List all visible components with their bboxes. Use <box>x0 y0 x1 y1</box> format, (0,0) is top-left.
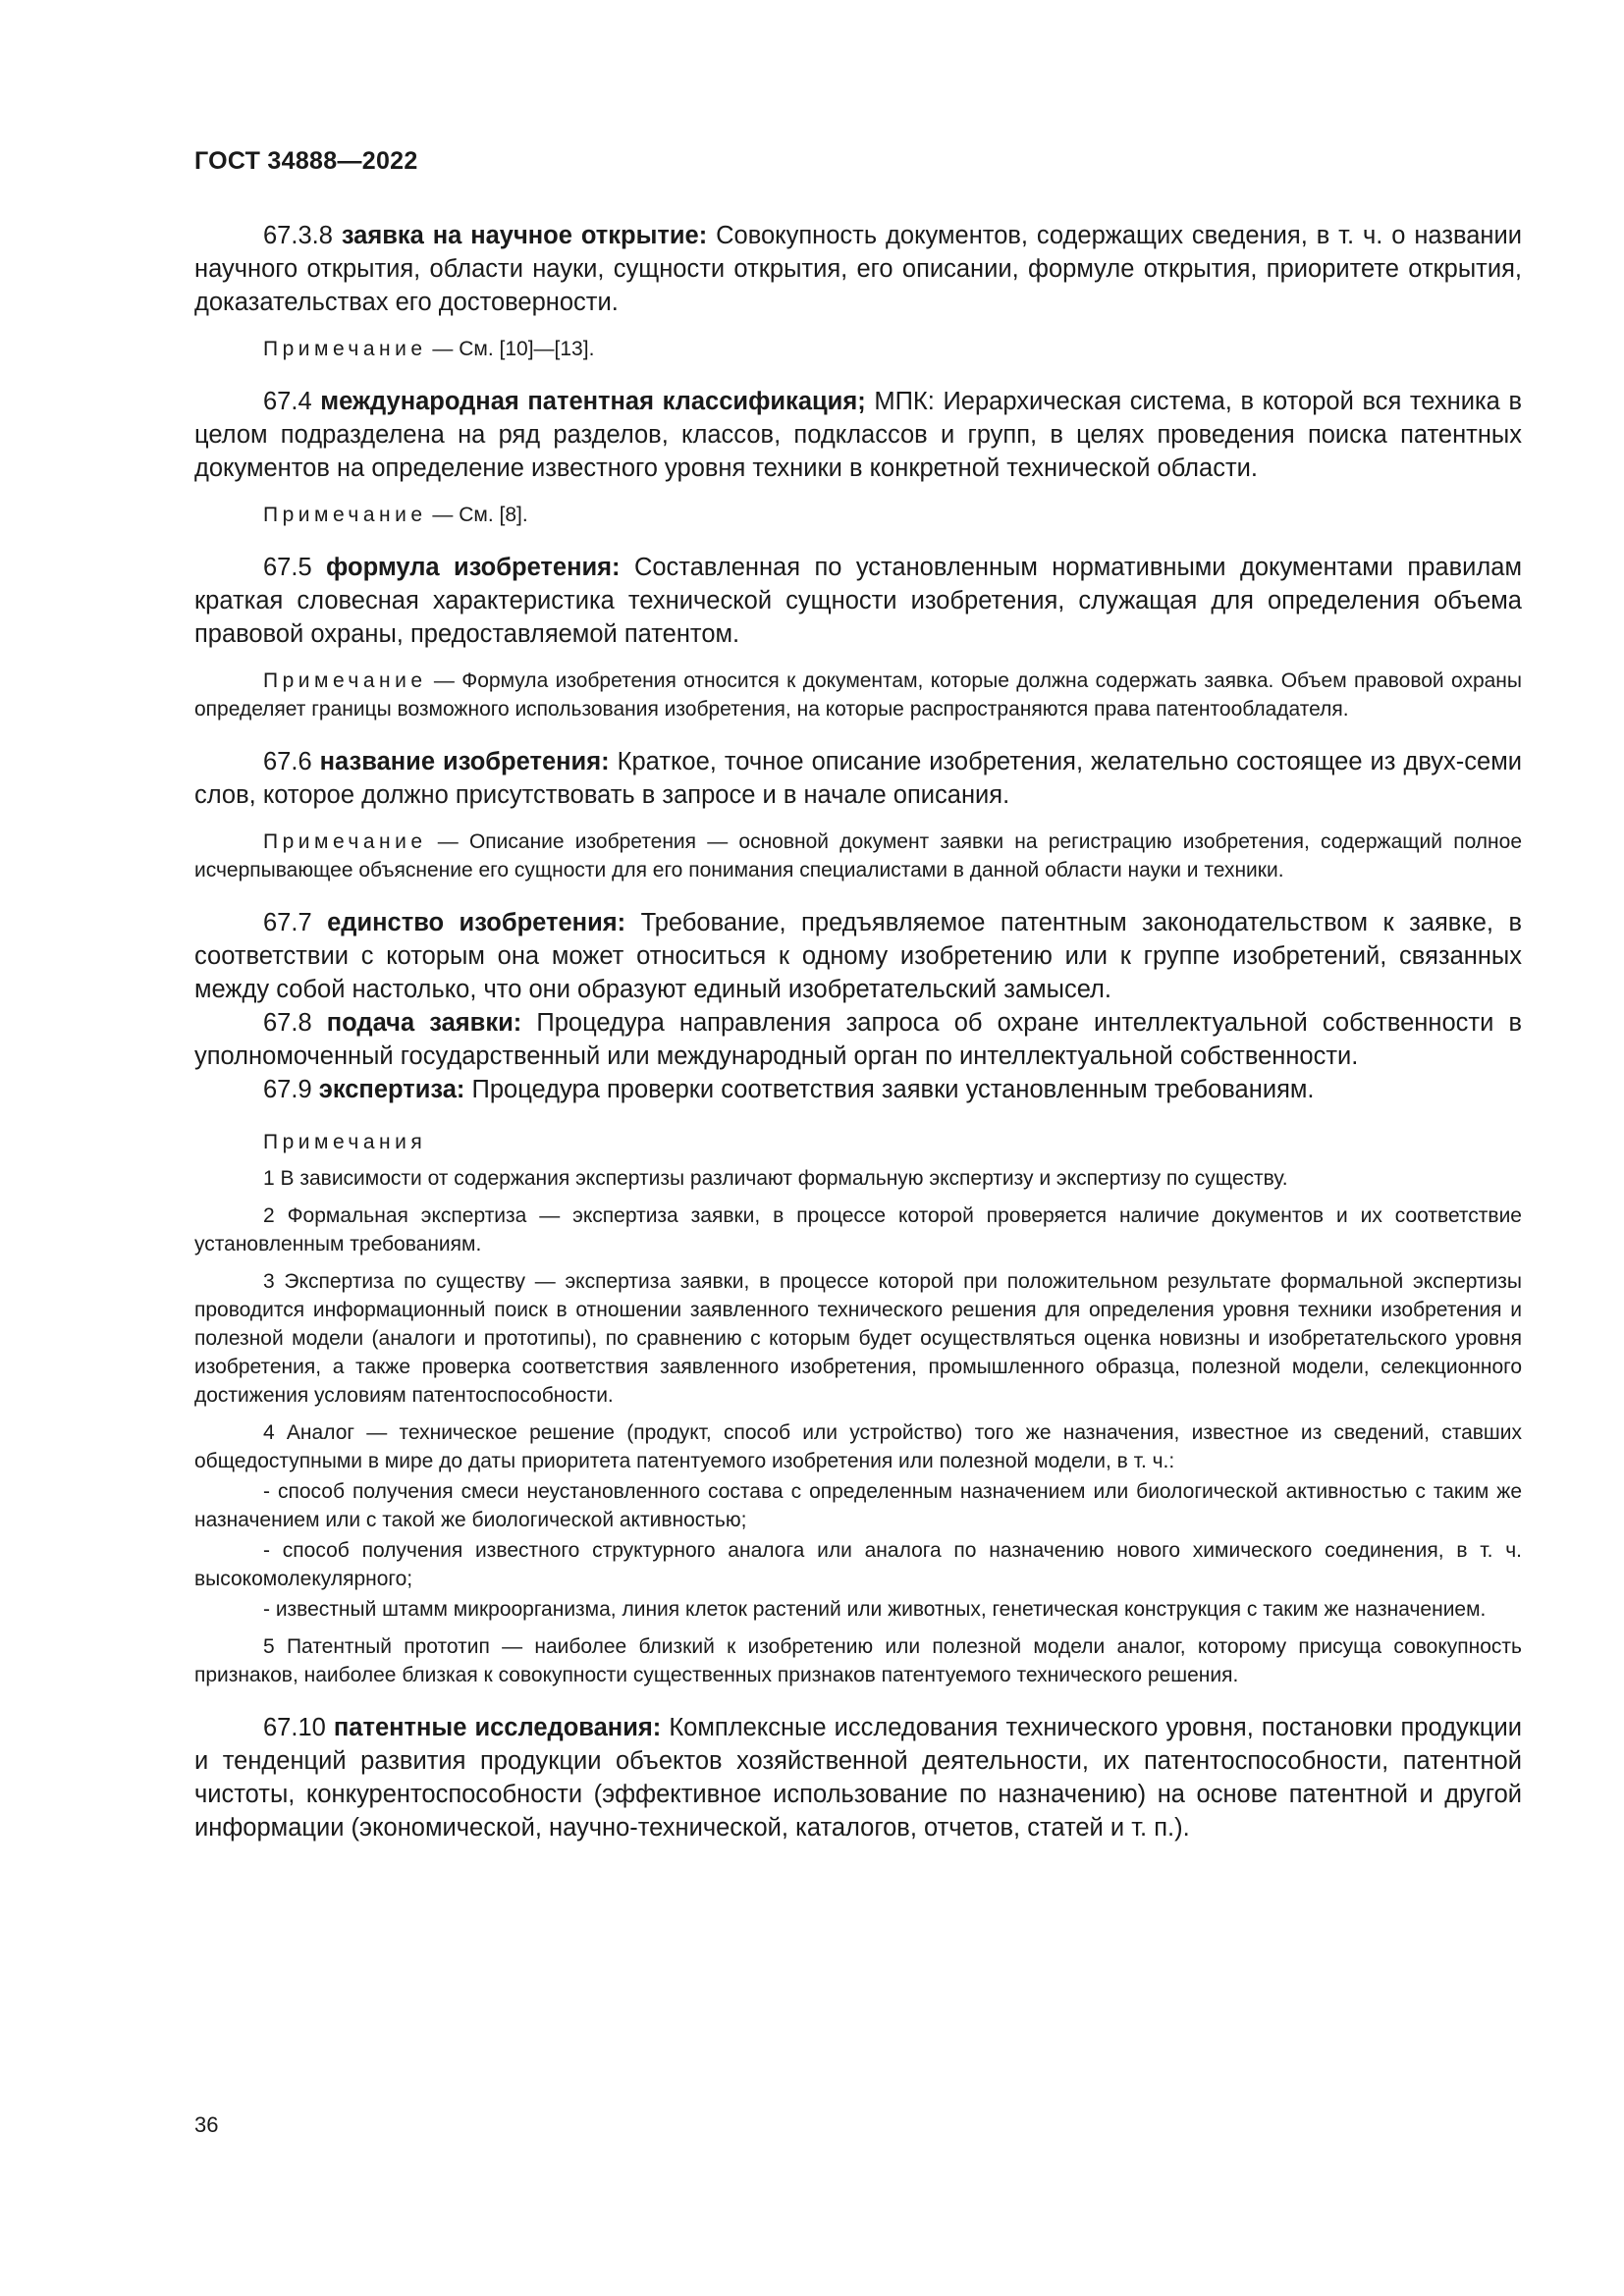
note-67-6 <box>194 828 1522 884</box>
term-title: формула изобретения: <box>326 554 621 581</box>
term-entry-67-4 <box>194 385 1522 485</box>
note-67-4 <box>194 501 1522 529</box>
term-title: международная патентная классификация; <box>320 388 866 415</box>
term-entry-67-8 <box>194 1006 1522 1073</box>
note-label: Примечание <box>263 504 427 526</box>
term-entry-67-6 <box>194 745 1522 812</box>
term-number: 67.3.8 <box>263 222 333 249</box>
note-item-1: 1 В зависимости от содержания экспертизы различают формальную экспертизу и экспертизу по существу. <box>263 1167 1288 1190</box>
note-item-5: 5 Патентный прототип — наиболее близкий к изобретению или полезной модели аналог, которому присуща совокупность признаков, наиболее близкая к совокупности существенных признаков патентуемого технического решения. <box>194 1635 1522 1686</box>
term-definition: МПК: Иерархическая система, в которой вся техника в целом подразделена на ряд разделов, классов, подклассов и групп, в целях проведения поиска патентных документов на определение известного уровня техники в конкретной технической области. <box>194 388 1522 482</box>
term-definition: Краткое, точное описание изобретения, желательно состоящее из двух-семи слов, которое должно присутствовать в запросе и в начале описания. <box>194 748 1523 809</box>
document-page <box>194 147 1522 1844</box>
term-definition: Процедура направления запроса об охране интеллектуальной собственности в уполномоченный государственный или международный орган по интеллектуальной собственности. <box>194 1009 1522 1070</box>
term-number: 67.4 <box>263 388 312 415</box>
document-header: ГОСТ 34888—2022 <box>194 147 418 175</box>
notes-title: Примечания <box>263 1131 427 1153</box>
term-number: 67.10 <box>263 1714 326 1741</box>
term-number: 67.7 <box>263 909 312 936</box>
term-entry-67-7 <box>194 906 1522 1006</box>
note-67-5 <box>194 667 1522 723</box>
note-text: — Формула изобретения относится к документам, которые должна содержать заявка. Объем правовой охраны определяет границы возможного использования изобретения, на которые распространяются права патентообладателя. <box>194 669 1522 721</box>
term-definition: Совокупность документов, содержащих сведения, в т. ч. о названии научного открытия, области науки, сущности открытия, его описании, формуле открытия, приоритете открытия, доказательствах его достоверности. <box>194 222 1522 316</box>
note-item-4: 4 Аналог — техническое решение (продукт, способ или устройство) того же назначения, известное из сведений, ставших общедоступными в мире до даты приоритета патентуемого изобретения или полезной модели, в т. ч.: <box>194 1421 1522 1472</box>
term-definition: Составленная по установленным нормативными документами правилам краткая словесная характеристика технической сущности изобретения, служащая для определения объема правовой охраны, предоставляемой патентом. <box>194 554 1522 648</box>
note-67-3-8 <box>194 335 1522 363</box>
term-title: подача заявки: <box>326 1009 522 1037</box>
page-number: 36 <box>194 2112 219 2137</box>
term-entry-67-9 <box>194 1073 1522 1106</box>
note-item-4-sub-2: - способ получения известного структурного аналога или аналога по назначению нового химического соединения, в т. ч. высокомолекулярного; <box>194 1539 1522 1590</box>
note-item-4-sub-3: - известный штамм микроорганизма, линия клеток растений или животных, генетическая конструкция с таким же назначением. <box>263 1598 1487 1621</box>
note-text: — См. [10]—[13]. <box>432 338 595 360</box>
term-entry-67-3-8 <box>194 219 1522 319</box>
note-label: Примечание <box>263 338 427 360</box>
term-title: патентные исследования: <box>333 1714 662 1741</box>
term-definition: Процедура проверки соответствия заявки установленным требованиям. <box>471 1076 1315 1103</box>
term-title: заявка на научное открытие: <box>341 222 708 249</box>
term-number: 67.9 <box>263 1076 312 1103</box>
note-item-4-sub-1: - способ получения смеси неустановленного состава с определенным назначением или биологической активностью с таким же назначением или с такой же биологической активностью; <box>194 1480 1522 1531</box>
term-title: экспертиза: <box>318 1076 465 1103</box>
note-text: — Описание изобретения — основной документ заявки на регистрацию изобретения, содержащий полное исчерпывающее объяснение его сущности для его понимания специалистами в данной области науки и техники. <box>194 830 1522 881</box>
term-title: единство изобретения: <box>327 909 626 936</box>
term-entry-67-10 <box>194 1711 1522 1844</box>
term-definition: Комплексные исследования технического уровня, постановки продукции и тенденций развития продукции объектов хозяйственной деятельности, их патентоспособности, патентной чистоты, конкурентоспособности (эффективное использование по назначению) на основе патентной и другой информации (экономической, научно-технической, каталогов, отчетов, статей и т. п.). <box>194 1714 1522 1842</box>
term-number: 67.8 <box>263 1009 312 1037</box>
note-item-3: 3 Экспертиза по существу — экспертиза заявки, в процессе которой при положительном результате формальной экспертизы проводится информационный поиск в отношении заявленного технического решения для определения уровня техники изобретения и полезной модели (аналоги и прототипы), по сравнению с которым будет осуществляться оценка новизны и изобретательского уровня изобретения, а также проверка соответствия заявленного изобретения, промышленного образца, полезной модели, селекционного достижения условиям патентоспособности. <box>194 1270 1522 1407</box>
note-label: Примечание <box>263 830 427 853</box>
note-label: Примечание <box>263 669 427 692</box>
term-definition: Требование, предъявляемое патентным законодательством к заявке, в соответствии с которым она может относиться к одному изобретению или к группе изобретений, связанных между собой настолько, что они образуют единый изобретательский замысел. <box>194 909 1522 1003</box>
term-number: 67.6 <box>263 748 312 775</box>
term-title: название изобретения: <box>319 748 610 775</box>
term-number: 67.5 <box>263 554 312 581</box>
term-entry-67-5 <box>194 551 1522 651</box>
note-text: — См. [8]. <box>432 504 528 526</box>
note-item-2: 2 Формальная экспертиза — экспертиза заявки, в процессе которой проверяется наличие документов и их соответствие установленным требованиям. <box>194 1204 1522 1255</box>
